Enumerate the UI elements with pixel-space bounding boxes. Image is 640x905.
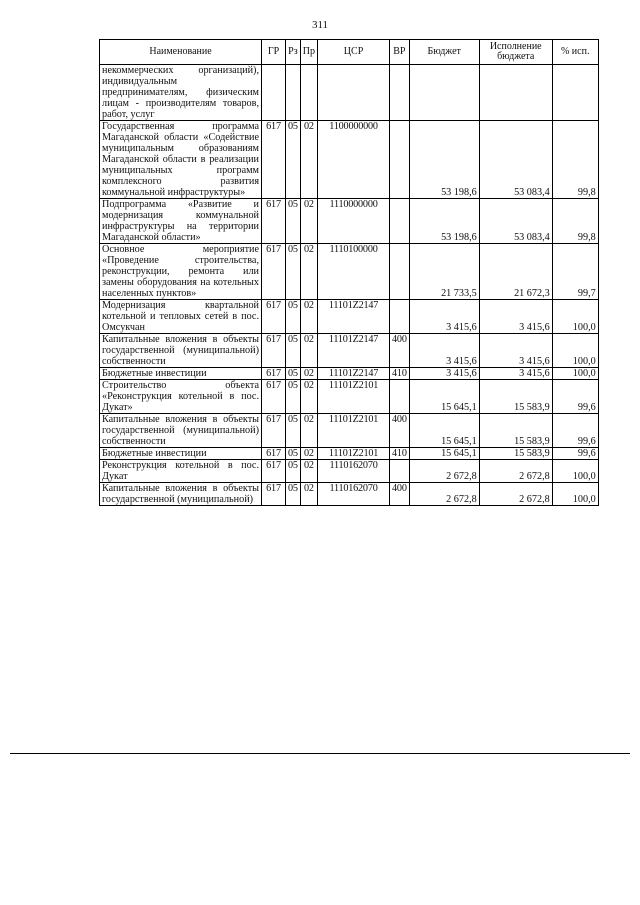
cell-csr: 1110000000 <box>318 199 390 244</box>
table-row <box>100 300 599 334</box>
cell-execution: 2 672,8 <box>479 460 552 483</box>
cell-name: некоммерческих организаций), индивидуальным предпринимателям, физическим лицам - производителям товаров, работ, услуг <box>100 65 262 121</box>
cell-csr: 1110162070 <box>318 483 390 506</box>
cell-gr: 617 <box>262 199 286 244</box>
cell-budget: 53 198,6 <box>409 121 479 199</box>
cell-vr <box>390 65 410 121</box>
cell-gr: 617 <box>262 414 286 448</box>
cell-execution <box>479 65 552 121</box>
table-row <box>100 199 599 244</box>
table-header-row <box>100 40 599 65</box>
cell-pr: 02 <box>300 460 317 483</box>
cell-execution: 21 672,3 <box>479 244 552 300</box>
cell-vr: 410 <box>390 448 410 460</box>
cell-gr <box>262 65 286 121</box>
cell-vr: 400 <box>390 414 410 448</box>
cell-name: Капитальные вложения в объекты государственной (муниципальной) собственности <box>100 334 262 368</box>
cell-csr: 1110162070 <box>318 460 390 483</box>
cell-budget: 2 672,8 <box>409 483 479 506</box>
cell-rz: 05 <box>286 334 301 368</box>
table-row <box>100 380 599 414</box>
cell-rz: 05 <box>286 199 301 244</box>
cell-execution: 53 083,4 <box>479 121 552 199</box>
table-row <box>100 448 599 460</box>
cell-name: Подпрограмма «Развитие и модернизация коммунальной инфраструктуры на территории Магаданской области» <box>100 199 262 244</box>
cell-csr <box>318 65 390 121</box>
cell-execution: 3 415,6 <box>479 334 552 368</box>
cell-gr: 617 <box>262 368 286 380</box>
cell-name: Модернизация квартальной котельной и тепловых сетей в пос. Омсукчан <box>100 300 262 334</box>
table-row <box>100 460 599 483</box>
cell-rz: 05 <box>286 300 301 334</box>
page-number: 311 <box>311 19 329 31</box>
cell-gr: 617 <box>262 380 286 414</box>
cell-execution: 15 583,9 <box>479 414 552 448</box>
cell-budget: 3 415,6 <box>409 300 479 334</box>
cell-percent <box>552 65 598 121</box>
cell-percent: 100,0 <box>552 368 598 380</box>
cell-percent: 100,0 <box>552 300 598 334</box>
cell-pr: 02 <box>300 334 317 368</box>
header-name: Наименование <box>100 40 262 65</box>
table-row <box>100 65 599 121</box>
header-budget: Бюджет <box>409 40 479 65</box>
cell-budget: 21 733,5 <box>409 244 479 300</box>
cell-percent: 99,8 <box>552 199 598 244</box>
cell-pr: 02 <box>300 199 317 244</box>
cell-vr <box>390 121 410 199</box>
cell-rz: 05 <box>286 380 301 414</box>
table-row <box>100 244 599 300</box>
cell-percent: 100,0 <box>552 334 598 368</box>
cell-percent: 99,6 <box>552 414 598 448</box>
cell-gr: 617 <box>262 483 286 506</box>
cell-vr: 400 <box>390 334 410 368</box>
cell-name: Капитальные вложения в объекты государственной (муниципальной) <box>100 483 262 506</box>
header-pr: Пр <box>300 40 317 65</box>
cell-execution: 53 083,4 <box>479 199 552 244</box>
cell-gr: 617 <box>262 300 286 334</box>
header-execution: Исполнение бюджета <box>479 40 552 65</box>
cell-name: Бюджетные инвестиции <box>100 448 262 460</box>
header-vr: ВР <box>390 40 410 65</box>
cell-gr: 617 <box>262 121 286 199</box>
cell-vr: 410 <box>390 368 410 380</box>
cell-rz <box>286 65 301 121</box>
cell-vr: 400 <box>390 483 410 506</box>
cell-rz: 05 <box>286 368 301 380</box>
cell-rz: 05 <box>286 414 301 448</box>
cell-name: Бюджетные инвестиции <box>100 368 262 380</box>
cell-pr: 02 <box>300 448 317 460</box>
cell-percent: 99,6 <box>552 448 598 460</box>
cell-pr: 02 <box>300 414 317 448</box>
cell-execution: 15 583,9 <box>479 448 552 460</box>
table-row <box>100 483 599 506</box>
header-gr: ГР <box>262 40 286 65</box>
cell-percent: 100,0 <box>552 460 598 483</box>
table-row <box>100 414 599 448</box>
cell-rz: 05 <box>286 244 301 300</box>
cell-vr <box>390 199 410 244</box>
cell-pr <box>300 65 317 121</box>
cell-budget: 15 645,1 <box>409 414 479 448</box>
cell-pr: 02 <box>300 244 317 300</box>
cell-pr: 02 <box>300 380 317 414</box>
table-row <box>100 121 599 199</box>
table-row <box>100 334 599 368</box>
cell-vr <box>390 460 410 483</box>
cell-name: Реконструкция котельной в пос. Дукат <box>100 460 262 483</box>
cell-csr: 1100000000 <box>318 121 390 199</box>
cell-vr <box>390 380 410 414</box>
cell-name: Капитальные вложения в объекты государственной (муниципальной) собственности <box>100 414 262 448</box>
header-csr: ЦСР <box>318 40 390 65</box>
cell-pr: 02 <box>300 483 317 506</box>
cell-gr: 617 <box>262 334 286 368</box>
cell-gr: 617 <box>262 460 286 483</box>
cell-vr <box>390 300 410 334</box>
cell-percent: 99,7 <box>552 244 598 300</box>
cell-csr: 11101Z2101 <box>318 414 390 448</box>
cell-percent: 100,0 <box>552 483 598 506</box>
cell-budget: 15 645,1 <box>409 448 479 460</box>
cell-csr: 11101Z2101 <box>318 380 390 414</box>
cell-csr: 11101Z2101 <box>318 448 390 460</box>
cell-pr: 02 <box>300 300 317 334</box>
cell-vr <box>390 244 410 300</box>
cell-csr: 1110100000 <box>318 244 390 300</box>
cell-execution: 3 415,6 <box>479 368 552 380</box>
cell-rz: 05 <box>286 483 301 506</box>
cell-execution: 3 415,6 <box>479 300 552 334</box>
cell-pr: 02 <box>300 368 317 380</box>
cell-rz: 05 <box>286 460 301 483</box>
cell-csr: 11101Z2147 <box>318 334 390 368</box>
header-rz: Рз <box>286 40 301 65</box>
cell-name: Строительство объекта «Реконструкция котельной в пос. Дукат» <box>100 380 262 414</box>
cell-percent: 99,6 <box>552 380 598 414</box>
cell-execution: 2 672,8 <box>479 483 552 506</box>
cell-pr: 02 <box>300 121 317 199</box>
cell-csr: 11101Z2147 <box>318 300 390 334</box>
budget-table <box>99 39 599 506</box>
cell-budget <box>409 65 479 121</box>
cell-gr: 617 <box>262 448 286 460</box>
cell-csr: 11101Z2147 <box>318 368 390 380</box>
cell-budget: 3 415,6 <box>409 368 479 380</box>
cell-execution: 15 583,9 <box>479 380 552 414</box>
cell-percent: 99,8 <box>552 121 598 199</box>
cell-budget: 53 198,6 <box>409 199 479 244</box>
cell-gr: 617 <box>262 244 286 300</box>
cell-budget: 3 415,6 <box>409 334 479 368</box>
page-bottom-rule <box>10 753 630 754</box>
cell-name: Государственная программа Магаданской области «Содействие муниципальным образованиям Магаданской области в реализации муниципальных программ комплексного развития коммунальной инфраструктуры» <box>100 121 262 199</box>
cell-name: Основное мероприятие «Проведение строительства, реконструкции, ремонта или замены оборудования на котельных населенных пунктов» <box>100 244 262 300</box>
table-row <box>100 368 599 380</box>
cell-budget: 2 672,8 <box>409 460 479 483</box>
header-percent: % исп. <box>552 40 598 65</box>
cell-rz: 05 <box>286 121 301 199</box>
cell-rz: 05 <box>286 448 301 460</box>
cell-budget: 15 645,1 <box>409 380 479 414</box>
